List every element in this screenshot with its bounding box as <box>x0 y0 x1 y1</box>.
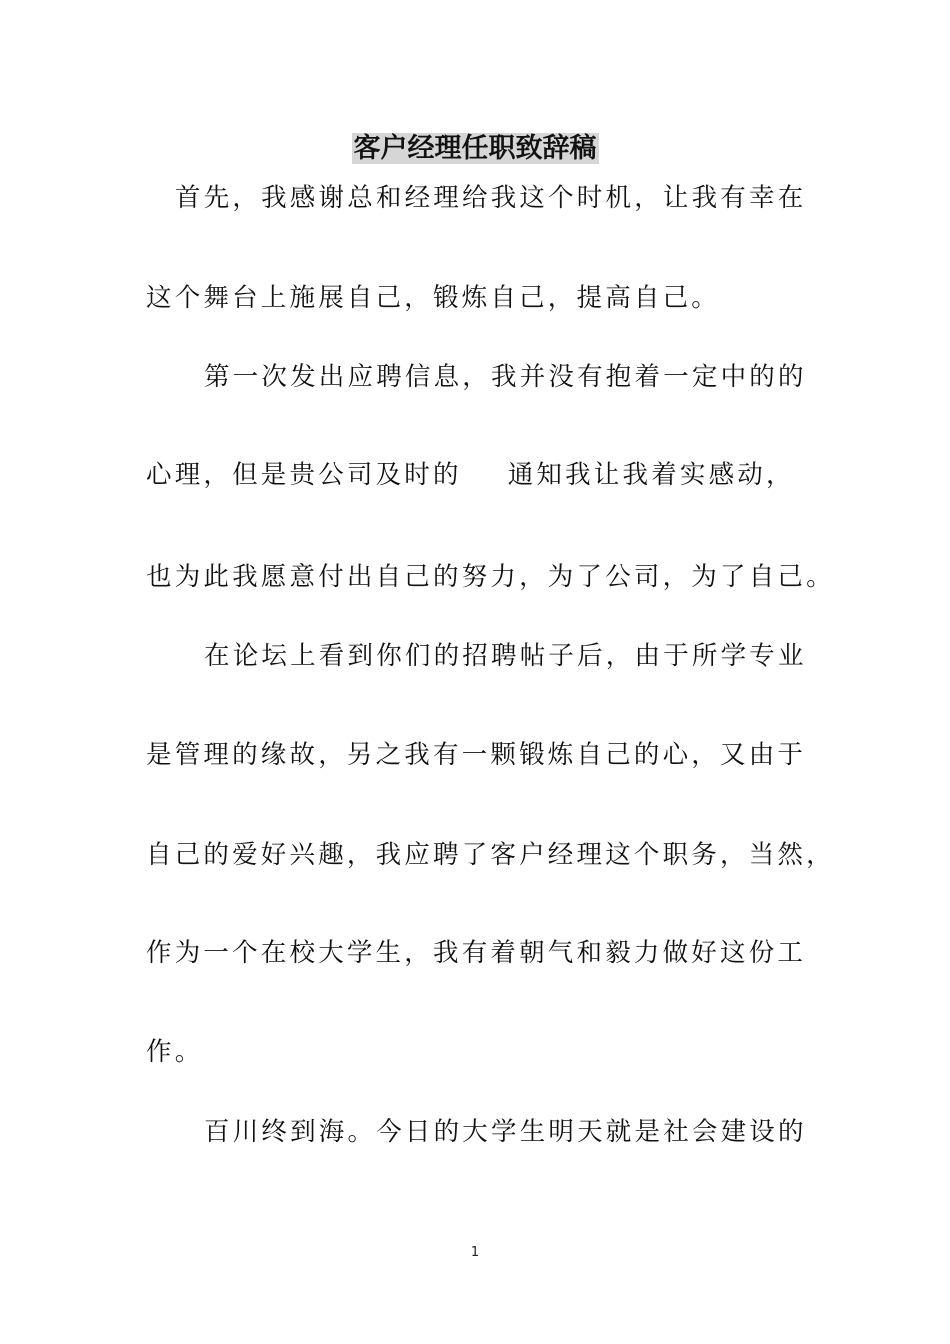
title-text: 客户经理任职致辞稿 <box>353 133 597 164</box>
paragraph-line <box>146 455 846 495</box>
line-segment: 通知我让我着实感动， <box>507 460 795 490</box>
paragraph-line: 自己的爱好兴趣，我应聘了客户经理这个职务，当然， <box>146 840 835 870</box>
line-segment: 心理，但是贵公司及时的 <box>146 460 462 490</box>
page-number: 1 <box>470 1245 480 1260</box>
paragraph-line: 第一次发出应聘信息，我并没有抱着一定中的的 <box>204 362 807 392</box>
paragraph-line: 在论坛上看到你们的招聘帖子后，由于所学专业 <box>204 641 807 671</box>
paragraph-line: 作。 <box>146 1037 204 1067</box>
paragraph-line: 百川终到海。今日的大学生明天就是社会建设的 <box>204 1117 807 1147</box>
paragraph-line: 也为此我愿意付出自己的努力，为了公司，为了自己。 <box>146 562 835 592</box>
paragraph-line: 这个舞台上施展自己，锻炼自己，提高自己。 <box>146 283 721 313</box>
document-title <box>0 130 950 168</box>
paragraph-line: 作为一个在校大学生，我有着朝气和毅力做好这份工 <box>146 938 807 968</box>
paragraph-line: 是管理的缘故，另之我有一颗锻炼自己的心，又由于 <box>146 740 807 770</box>
paragraph-line: 首先，我感谢总和经理给我这个时机，让我有幸在 <box>175 183 807 213</box>
